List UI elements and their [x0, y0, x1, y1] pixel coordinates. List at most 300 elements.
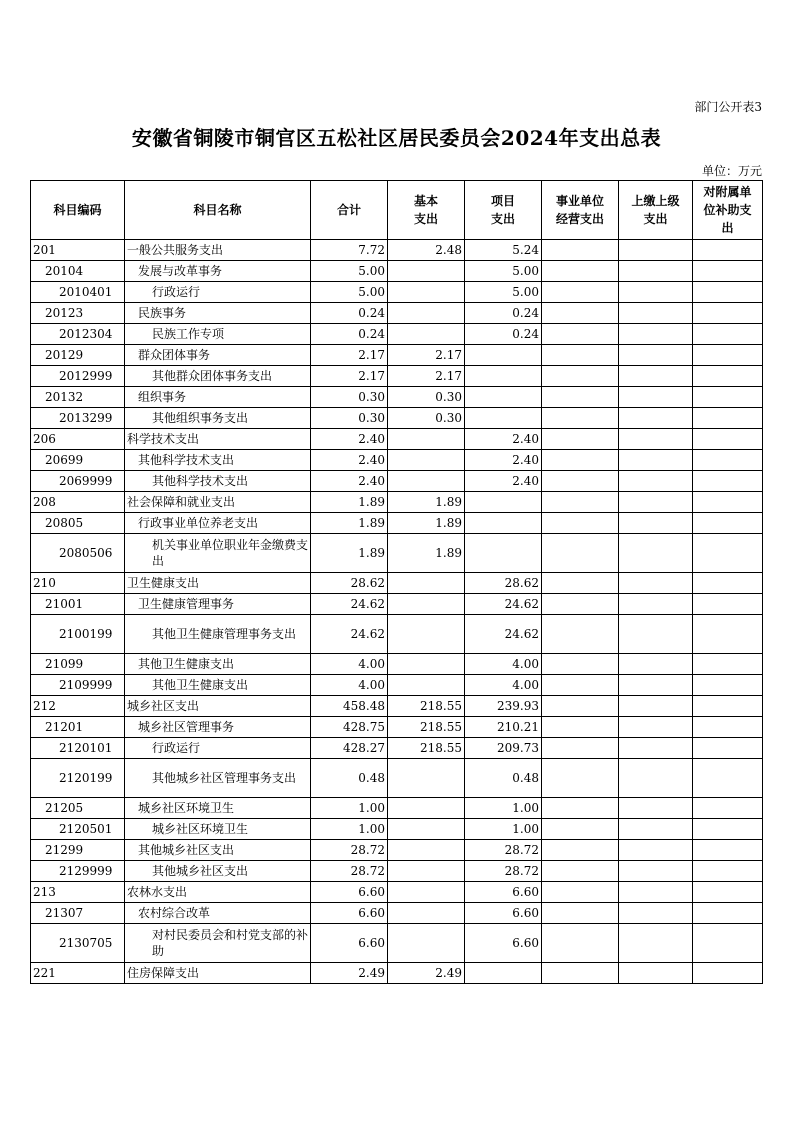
cell-name: 其他科学技术支出 [125, 471, 311, 492]
cell-upper [619, 534, 693, 573]
cell-project: 5.24 [465, 240, 542, 261]
cell-business [542, 840, 619, 861]
cell-basic [388, 573, 465, 594]
cell-code: 21307 [31, 903, 125, 924]
cell-upper [619, 492, 693, 513]
cell-subsidy [693, 924, 763, 963]
cell-name: 其他城乡社区管理事务支出 [125, 759, 311, 798]
cell-subsidy [693, 345, 763, 366]
cell-business [542, 534, 619, 573]
cell-name: 民族工作专项 [125, 324, 311, 345]
cell-project: 2.40 [465, 471, 542, 492]
cell-project [465, 387, 542, 408]
table-row [31, 450, 763, 471]
cell-business [542, 261, 619, 282]
cell-business [542, 675, 619, 696]
col-header-name: 科目名称 [125, 181, 311, 240]
cell-subsidy [693, 282, 763, 303]
cell-project: 2.40 [465, 429, 542, 450]
cell-basic [388, 324, 465, 345]
cell-project [465, 513, 542, 534]
cell-subsidy [693, 303, 763, 324]
cell-upper [619, 282, 693, 303]
table-row [31, 492, 763, 513]
cell-business [542, 696, 619, 717]
table-row [31, 654, 763, 675]
cell-subsidy [693, 408, 763, 429]
cell-name: 社会保障和就业支出 [125, 492, 311, 513]
cell-project: 5.00 [465, 282, 542, 303]
cell-project: 5.00 [465, 261, 542, 282]
cell-project [465, 492, 542, 513]
cell-subsidy [693, 840, 763, 861]
cell-project: 24.62 [465, 615, 542, 654]
cell-subsidy [693, 819, 763, 840]
table-row [31, 963, 763, 984]
cell-basic [388, 303, 465, 324]
cell-upper [619, 882, 693, 903]
cell-basic [388, 471, 465, 492]
cell-total: 2.40 [311, 450, 388, 471]
table-row [31, 717, 763, 738]
cell-subsidy [693, 471, 763, 492]
table-row [31, 513, 763, 534]
cell-basic: 1.89 [388, 534, 465, 573]
cell-basic [388, 882, 465, 903]
cell-total: 0.30 [311, 408, 388, 429]
cell-total: 2.40 [311, 429, 388, 450]
cell-code: 212 [31, 696, 125, 717]
col-header-upper: 上缴上级 支出 [619, 181, 693, 240]
cell-name: 机关事业单位职业年金缴费支出 [125, 534, 311, 573]
cell-name: 行政运行 [125, 282, 311, 303]
cell-upper [619, 450, 693, 471]
cell-name: 其他卫生健康支出 [125, 654, 311, 675]
table-row [31, 798, 763, 819]
cell-upper [619, 261, 693, 282]
table-row [31, 594, 763, 615]
cell-name: 其他群众团体事务支出 [125, 366, 311, 387]
cell-code: 208 [31, 492, 125, 513]
cell-total: 1.00 [311, 798, 388, 819]
cell-upper [619, 903, 693, 924]
cell-business [542, 717, 619, 738]
cell-basic [388, 861, 465, 882]
cell-project: 6.60 [465, 882, 542, 903]
cell-upper [619, 366, 693, 387]
cell-upper [619, 324, 693, 345]
cell-name: 城乡社区环境卫生 [125, 798, 311, 819]
cell-project: 0.24 [465, 303, 542, 324]
cell-code: 2120501 [31, 819, 125, 840]
cell-name: 群众团体事务 [125, 345, 311, 366]
cell-business [542, 492, 619, 513]
cell-basic: 0.30 [388, 408, 465, 429]
unit-label: 单位：万元 [701, 164, 762, 178]
cell-code: 2109999 [31, 675, 125, 696]
cell-business [542, 429, 619, 450]
cell-code: 20805 [31, 513, 125, 534]
cell-subsidy [693, 387, 763, 408]
cell-basic: 1.89 [388, 513, 465, 534]
cell-upper [619, 513, 693, 534]
cell-total: 1.89 [311, 492, 388, 513]
cell-name: 城乡社区支出 [125, 696, 311, 717]
cell-subsidy [693, 324, 763, 345]
cell-basic [388, 594, 465, 615]
cell-project: 28.62 [465, 573, 542, 594]
cell-upper [619, 345, 693, 366]
cell-project: 2.40 [465, 450, 542, 471]
cell-total: 2.17 [311, 345, 388, 366]
cell-upper [619, 654, 693, 675]
cell-total: 428.27 [311, 738, 388, 759]
cell-upper [619, 387, 693, 408]
cell-basic [388, 840, 465, 861]
cell-code: 2129999 [31, 861, 125, 882]
cell-subsidy [693, 261, 763, 282]
table-row [31, 903, 763, 924]
cell-upper [619, 240, 693, 261]
cell-project: 1.00 [465, 798, 542, 819]
cell-name: 城乡社区环境卫生 [125, 819, 311, 840]
cell-basic: 2.17 [388, 345, 465, 366]
cell-basic [388, 759, 465, 798]
cell-project: 1.00 [465, 819, 542, 840]
table-row [31, 324, 763, 345]
table-row [31, 261, 763, 282]
cell-code: 21099 [31, 654, 125, 675]
cell-basic [388, 675, 465, 696]
cell-total: 5.00 [311, 261, 388, 282]
cell-total: 1.89 [311, 513, 388, 534]
cell-project [465, 963, 542, 984]
cell-subsidy [693, 798, 763, 819]
cell-name: 科学技术支出 [125, 429, 311, 450]
cell-basic: 2.48 [388, 240, 465, 261]
cell-business [542, 450, 619, 471]
cell-business [542, 819, 619, 840]
cell-project [465, 345, 542, 366]
cell-upper [619, 303, 693, 324]
table-row [31, 366, 763, 387]
cell-total: 24.62 [311, 615, 388, 654]
cell-business [542, 594, 619, 615]
cell-project: 0.24 [465, 324, 542, 345]
cell-total: 6.60 [311, 924, 388, 963]
cell-subsidy [693, 759, 763, 798]
table-row [31, 675, 763, 696]
cell-total: 0.30 [311, 387, 388, 408]
cell-project: 0.48 [465, 759, 542, 798]
col-header-basic: 基本 支出 [388, 181, 465, 240]
cell-total: 28.62 [311, 573, 388, 594]
cell-total: 28.72 [311, 840, 388, 861]
cell-business [542, 924, 619, 963]
cell-business [542, 903, 619, 924]
cell-basic [388, 261, 465, 282]
cell-basic [388, 903, 465, 924]
cell-code: 210 [31, 573, 125, 594]
cell-name: 对村民委员会和村党支部的补助 [125, 924, 311, 963]
cell-business [542, 861, 619, 882]
cell-name: 其他科学技术支出 [125, 450, 311, 471]
cell-code: 2013299 [31, 408, 125, 429]
cell-business [542, 738, 619, 759]
col-header-subsidy: 对附属单 位补助支 出 [693, 181, 763, 240]
table-row [31, 738, 763, 759]
cell-basic [388, 282, 465, 303]
cell-upper [619, 738, 693, 759]
cell-code: 2120199 [31, 759, 125, 798]
cell-total: 7.72 [311, 240, 388, 261]
cell-total: 1.00 [311, 819, 388, 840]
col-header-project: 项目 支出 [465, 181, 542, 240]
cell-business [542, 324, 619, 345]
expenditure-table [30, 180, 763, 984]
cell-code: 2012304 [31, 324, 125, 345]
cell-name: 农林水支出 [125, 882, 311, 903]
cell-name: 一般公共服务支出 [125, 240, 311, 261]
cell-project [465, 534, 542, 573]
table-row [31, 534, 763, 573]
cell-code: 2010401 [31, 282, 125, 303]
cell-name: 行政运行 [125, 738, 311, 759]
cell-code: 20132 [31, 387, 125, 408]
table-row [31, 696, 763, 717]
cell-basic [388, 924, 465, 963]
cell-project: 239.93 [465, 696, 542, 717]
cell-code: 20129 [31, 345, 125, 366]
cell-basic: 218.55 [388, 738, 465, 759]
cell-basic: 1.89 [388, 492, 465, 513]
cell-basic [388, 450, 465, 471]
cell-upper [619, 594, 693, 615]
col-header-code: 科目编码 [31, 181, 125, 240]
cell-subsidy [693, 534, 763, 573]
cell-name: 其他城乡社区支出 [125, 840, 311, 861]
cell-basic: 218.55 [388, 696, 465, 717]
cell-basic: 0.30 [388, 387, 465, 408]
cell-total: 2.17 [311, 366, 388, 387]
cell-business [542, 240, 619, 261]
cell-upper [619, 759, 693, 798]
cell-project [465, 408, 542, 429]
cell-upper [619, 573, 693, 594]
cell-basic [388, 798, 465, 819]
table-row [31, 861, 763, 882]
cell-code: 21201 [31, 717, 125, 738]
col-header-total: 合计 [311, 181, 388, 240]
table-row [31, 408, 763, 429]
cell-code: 20104 [31, 261, 125, 282]
cell-basic [388, 429, 465, 450]
cell-business [542, 759, 619, 798]
cell-upper [619, 963, 693, 984]
cell-total: 5.00 [311, 282, 388, 303]
cell-business [542, 387, 619, 408]
table-row [31, 387, 763, 408]
cell-project: 4.00 [465, 654, 542, 675]
cell-project: 24.62 [465, 594, 542, 615]
cell-code: 2080506 [31, 534, 125, 573]
cell-code: 2120101 [31, 738, 125, 759]
cell-code: 20699 [31, 450, 125, 471]
cell-basic: 2.49 [388, 963, 465, 984]
cell-subsidy [693, 492, 763, 513]
cell-subsidy [693, 861, 763, 882]
cell-code: 21001 [31, 594, 125, 615]
cell-name: 住房保障支出 [125, 963, 311, 984]
cell-subsidy [693, 594, 763, 615]
cell-total: 24.62 [311, 594, 388, 615]
cell-code: 20123 [31, 303, 125, 324]
cell-business [542, 408, 619, 429]
table-row [31, 819, 763, 840]
cell-name: 农村综合改革 [125, 903, 311, 924]
table-row [31, 303, 763, 324]
table-row [31, 240, 763, 261]
cell-name: 其他卫生健康管理事务支出 [125, 615, 311, 654]
cell-upper [619, 675, 693, 696]
cell-upper [619, 798, 693, 819]
cell-basic [388, 615, 465, 654]
cell-code: 21299 [31, 840, 125, 861]
cell-total: 28.72 [311, 861, 388, 882]
cell-upper [619, 696, 693, 717]
cell-code: 2069999 [31, 471, 125, 492]
cell-code: 2012999 [31, 366, 125, 387]
table-row [31, 429, 763, 450]
cell-upper [619, 840, 693, 861]
cell-subsidy [693, 240, 763, 261]
cell-subsidy [693, 882, 763, 903]
cell-subsidy [693, 429, 763, 450]
table-row [31, 840, 763, 861]
cell-total: 0.24 [311, 303, 388, 324]
cell-subsidy [693, 696, 763, 717]
cell-project: 209.73 [465, 738, 542, 759]
cell-project: 6.60 [465, 924, 542, 963]
cell-business [542, 282, 619, 303]
cell-code: 2130705 [31, 924, 125, 963]
cell-name: 其他卫生健康支出 [125, 675, 311, 696]
cell-subsidy [693, 654, 763, 675]
cell-business [542, 366, 619, 387]
cell-business [542, 471, 619, 492]
cell-basic: 2.17 [388, 366, 465, 387]
cell-total: 4.00 [311, 675, 388, 696]
cell-upper [619, 924, 693, 963]
cell-name: 组织事务 [125, 387, 311, 408]
cell-basic [388, 819, 465, 840]
cell-name: 其他城乡社区支出 [125, 861, 311, 882]
cell-upper [619, 717, 693, 738]
cell-business [542, 882, 619, 903]
table-header-row [31, 181, 763, 240]
cell-project: 28.72 [465, 861, 542, 882]
cell-total: 0.24 [311, 324, 388, 345]
col-header-business: 事业单位 经营支出 [542, 181, 619, 240]
cell-upper [619, 861, 693, 882]
cell-subsidy [693, 963, 763, 984]
cell-code: 213 [31, 882, 125, 903]
cell-total: 6.60 [311, 903, 388, 924]
cell-subsidy [693, 738, 763, 759]
cell-project: 6.60 [465, 903, 542, 924]
cell-business [542, 513, 619, 534]
cell-upper [619, 408, 693, 429]
cell-business [542, 573, 619, 594]
cell-subsidy [693, 573, 763, 594]
cell-total: 4.00 [311, 654, 388, 675]
cell-subsidy [693, 450, 763, 471]
cell-name: 卫生健康管理事务 [125, 594, 311, 615]
cell-subsidy [693, 513, 763, 534]
page-title: 安徽省铜陵市铜官区五松社区居民委员会2024年支出总表 [131, 126, 662, 150]
cell-name: 民族事务 [125, 303, 311, 324]
table-body [31, 240, 763, 984]
cell-code: 21205 [31, 798, 125, 819]
cell-business [542, 615, 619, 654]
cell-name: 城乡社区管理事务 [125, 717, 311, 738]
cell-subsidy [693, 675, 763, 696]
table-row [31, 573, 763, 594]
cell-basic: 218.55 [388, 717, 465, 738]
cell-total: 2.40 [311, 471, 388, 492]
cell-name: 其他组织事务支出 [125, 408, 311, 429]
cell-business [542, 798, 619, 819]
cell-subsidy [693, 615, 763, 654]
cell-total: 2.49 [311, 963, 388, 984]
cell-business [542, 345, 619, 366]
cell-upper [619, 429, 693, 450]
cell-name: 行政事业单位养老支出 [125, 513, 311, 534]
cell-project [465, 366, 542, 387]
cell-total: 6.60 [311, 882, 388, 903]
cell-name: 卫生健康支出 [125, 573, 311, 594]
table-row [31, 882, 763, 903]
form-number: 部门公开表3 [694, 100, 762, 114]
cell-subsidy [693, 366, 763, 387]
cell-business [542, 963, 619, 984]
cell-business [542, 303, 619, 324]
cell-project: 210.21 [465, 717, 542, 738]
cell-upper [619, 471, 693, 492]
table-row [31, 759, 763, 798]
cell-name: 发展与改革事务 [125, 261, 311, 282]
cell-basic [388, 654, 465, 675]
cell-code: 206 [31, 429, 125, 450]
cell-code: 221 [31, 963, 125, 984]
cell-total: 428.75 [311, 717, 388, 738]
cell-project: 28.72 [465, 840, 542, 861]
cell-project: 4.00 [465, 675, 542, 696]
table-row [31, 615, 763, 654]
cell-total: 0.48 [311, 759, 388, 798]
cell-subsidy [693, 717, 763, 738]
cell-upper [619, 819, 693, 840]
table-row [31, 345, 763, 366]
cell-code: 201 [31, 240, 125, 261]
cell-code: 2100199 [31, 615, 125, 654]
cell-total: 458.48 [311, 696, 388, 717]
table-row [31, 282, 763, 303]
table-row [31, 924, 763, 963]
cell-total: 1.89 [311, 534, 388, 573]
table-row [31, 471, 763, 492]
cell-business [542, 654, 619, 675]
